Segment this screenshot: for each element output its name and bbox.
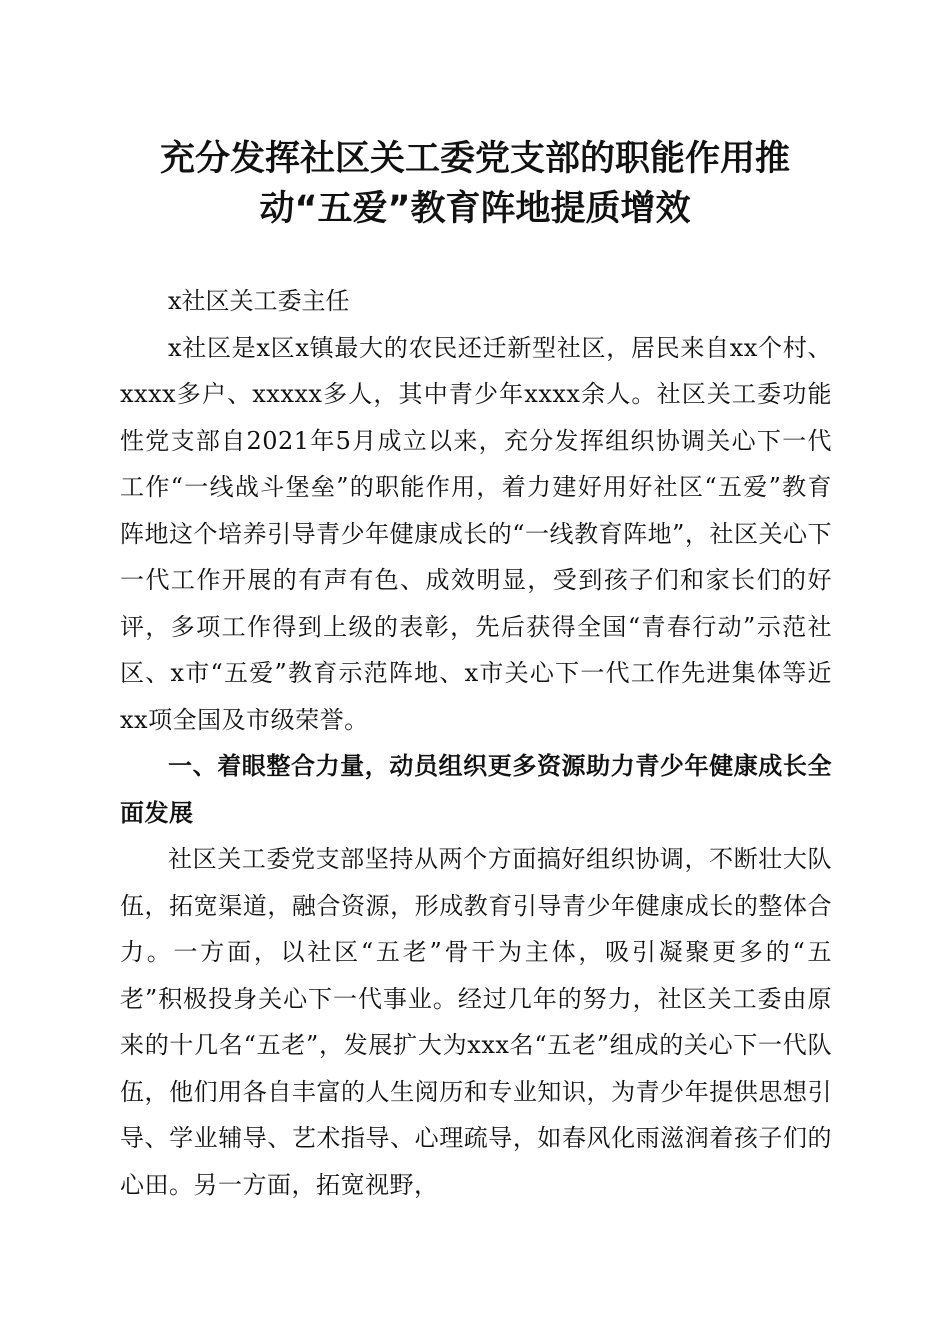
document-body <box>120 278 832 1208</box>
title-line-2: 动“五爱”教育阵地提质增效 <box>259 189 691 229</box>
title-line-1: 充分发挥社区关工委党支部的职能作用推 <box>159 139 790 179</box>
document-title <box>100 134 850 234</box>
author-line: x社区关工委主任 <box>168 287 350 315</box>
section-1-heading: 一、着眼整合力量，动员组织更多资源助力青少年健康成长全面发展 <box>120 752 832 827</box>
section-1-paragraph: 社区关工委党支部坚持从两个方面搞好组织协调，不断壮大队伍，拓宽渠道，融合资源，形成教育引导青少年健康成长的整体合力。一方面，以社区“五老”骨干为主体，吸引凝聚更多的“五老”积极投身关心下一代事业。经过几年的努力，社区关工委由原来的十几名“五老”，发展扩大为xxx名“五老”组成的关心下一代队伍，他们用各自丰富的人生阅历和专业知识，为青少年提供思想引导、学业辅导、艺术指导、心理疏导，如春风化雨滋润着孩子们的心田。另一方面，拓宽视野， <box>120 845 832 1199</box>
intro-paragraph: x社区是x区x镇最大的农民还迁新型社区，居民来自xx个村、xxxx多户、xxxxx多人，其中青少年xxxx余人。社区关工委功能性党支部自2021年5月成立以来，充分发挥组织协调关心下一代工作“一线战斗堡垒”的职能作用，着力建好用好社区“五爱”教育阵地这个培养引导青少年健康成长的“一线教育阵地”，社区关心下一代工作开展的有声有色、成效明显，受到孩子们和家长们的好评，多项工作得到上级的表彰，先后获得全国“青春行动”示范社区、x市“五爱”教育示范阵地、x市关心下一代工作先进集体等近xx项全国及市级荣誉。 <box>120 333 832 734</box>
